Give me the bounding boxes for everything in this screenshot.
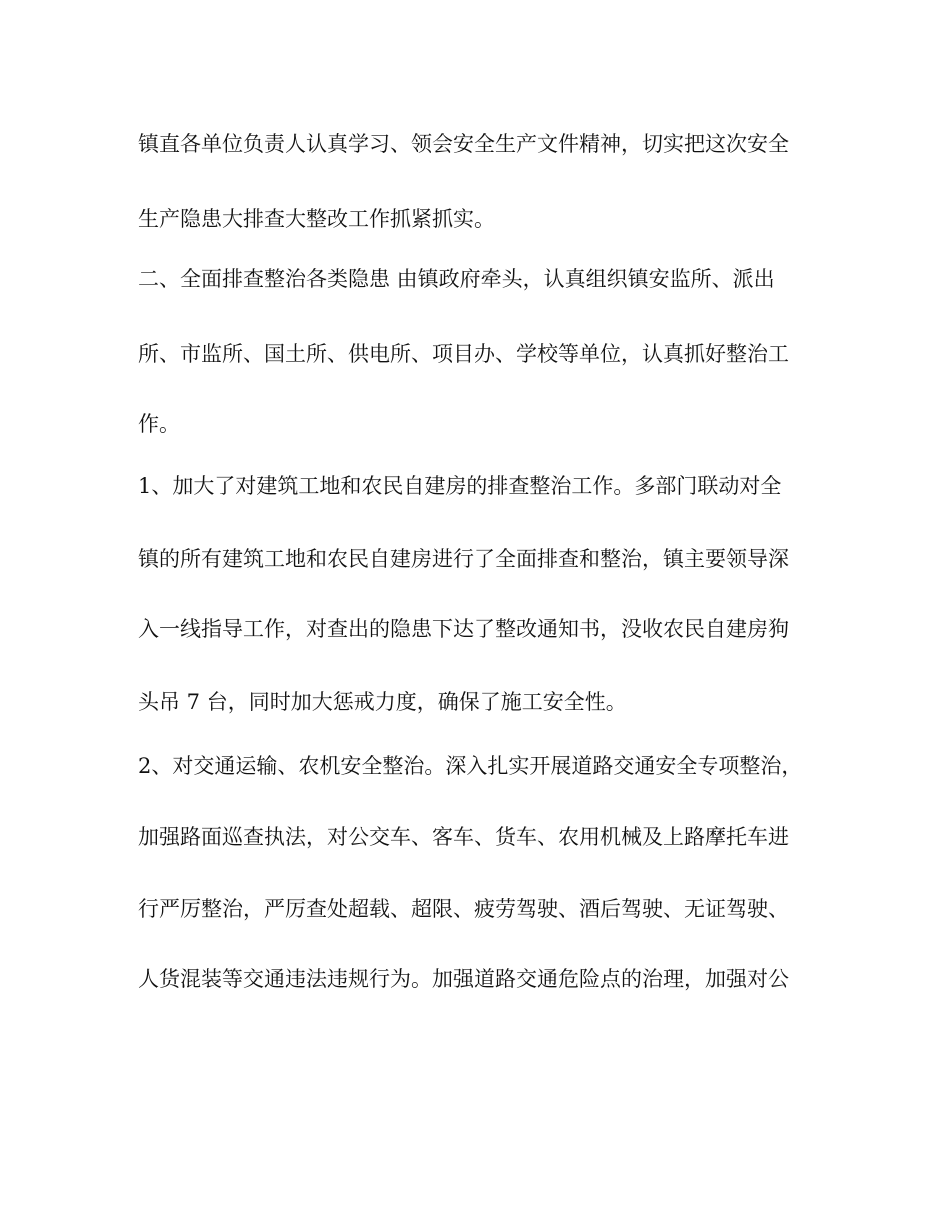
- text-line: 行严厉整治，严厉查处超载、超限、疲劳驾驶、酒后驾驶、无证驾驶、: [138, 897, 789, 921]
- text-line: 入一线指导工作，对查出的隐患下达了整改通知书，没收农民自建房狗: [138, 617, 789, 641]
- list-item-line: 1、加大了对建筑工地和农民自建房的排查整治工作。多部门联动对全: [138, 474, 782, 498]
- text-line: 镇直各单位负责人认真学习、领会安全生产文件精神，切实把这次安全: [138, 132, 789, 156]
- text-line: 人货混装等交通违法违规行为。加强道路交通危险点的治理，加强对公: [138, 967, 789, 991]
- section-heading-line: 二、全面排查整治各类隐患 由镇政府牵头，认真组织镇安监所、派出: [138, 267, 775, 291]
- text-line: 镇的所有建筑工地和农民自建房进行了全面排查和整治，镇主要领导深: [138, 547, 789, 571]
- text-line: 生产隐患大排查大整改工作抓紧抓实。: [138, 207, 495, 231]
- text-line: 作。: [138, 412, 180, 436]
- list-item-line: 2、对交通运输、农机安全整治。深入扎实开展道路交通安全专项整治，: [138, 754, 803, 778]
- text-line: 所、市监所、国土所、供电所、项目办、学校等单位，认真抓好整治工: [138, 342, 789, 366]
- text-line: 加强路面巡查执法，对公交车、客车、货车、农用机械及上路摩托车进: [138, 825, 789, 849]
- text-line: 头吊 7 台，同时加大惩戒力度，确保了施工安全性。: [138, 690, 627, 714]
